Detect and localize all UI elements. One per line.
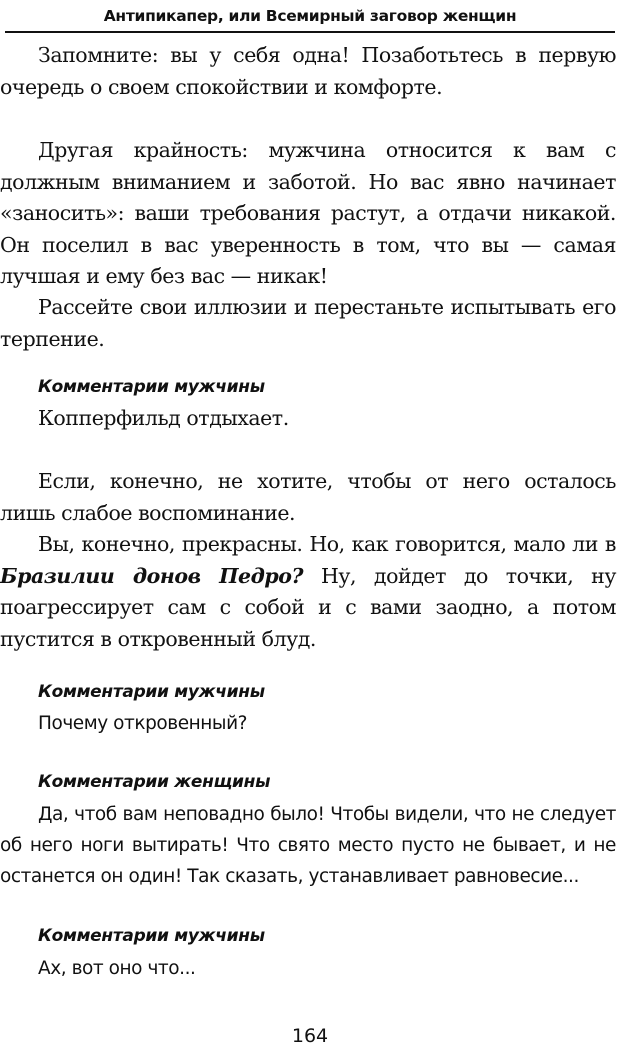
paragraph-5-emphasis: Бразилии донов Педро? — [0, 563, 304, 588]
comment-text-men-3: Ах, вот оно что... — [38, 958, 196, 979]
comment-text-men-1: Копперфильд отдыхает. — [38, 406, 289, 430]
paragraph-5-end: Ну, дойдет до точки, ну поагрессирует сам с собой и с вами заодно, а потом пустится в откровенный блуд. — [0, 563, 616, 651]
comment-label-men-2: Комментарии мужчины — [38, 682, 265, 702]
comment-text-women-1: Да, чтоб вам неповадно было! Чтобы видели, что не следует об него ноги вытирать! Что свято место пусто не бывает, и не останется он один! Так сказать, устанавливает равновесие... — [0, 804, 616, 887]
comment-label-men-3: Комментарии мужчины — [38, 926, 265, 946]
comment-label-men-1: Комментарии мужчины — [38, 377, 265, 397]
paragraph-5 — [0, 529, 620, 655]
header-rule — [5, 31, 615, 33]
paragraph-2: Другая крайность: мужчина относится к вам с должным вниманием и заботой. Но вас явно начинает «заносить»: ваши требования растут, а отдачи никакой. Он поселил в вас уверенность в том, что вы — самая лучшая и ему без вас — никак! — [0, 138, 616, 288]
paragraph-4: Если, конечно, не хотите, чтобы от него осталось лишь слабое воспоминание. — [0, 469, 616, 525]
paragraph-1: Запомните: вы у себя одна! Позаботьтесь в первую очередь о своем спокойствии и комфорте. — [0, 43, 616, 99]
comment-label-women-1: Комментарии женщины — [38, 772, 271, 792]
paragraph-3: Рассейте свои иллюзии и перестаньте испытывать его терпение. — [0, 295, 616, 351]
paragraph-5-start: Вы, конечно, прекрасны. Но, как говорится, мало ли в — [38, 532, 616, 556]
running-head: Антипикапер, или Всемирный заговор женщин — [103, 7, 517, 25]
comment-text-men-2: Почему откровенный? — [38, 713, 248, 734]
page-number: 164 — [291, 1025, 329, 1047]
